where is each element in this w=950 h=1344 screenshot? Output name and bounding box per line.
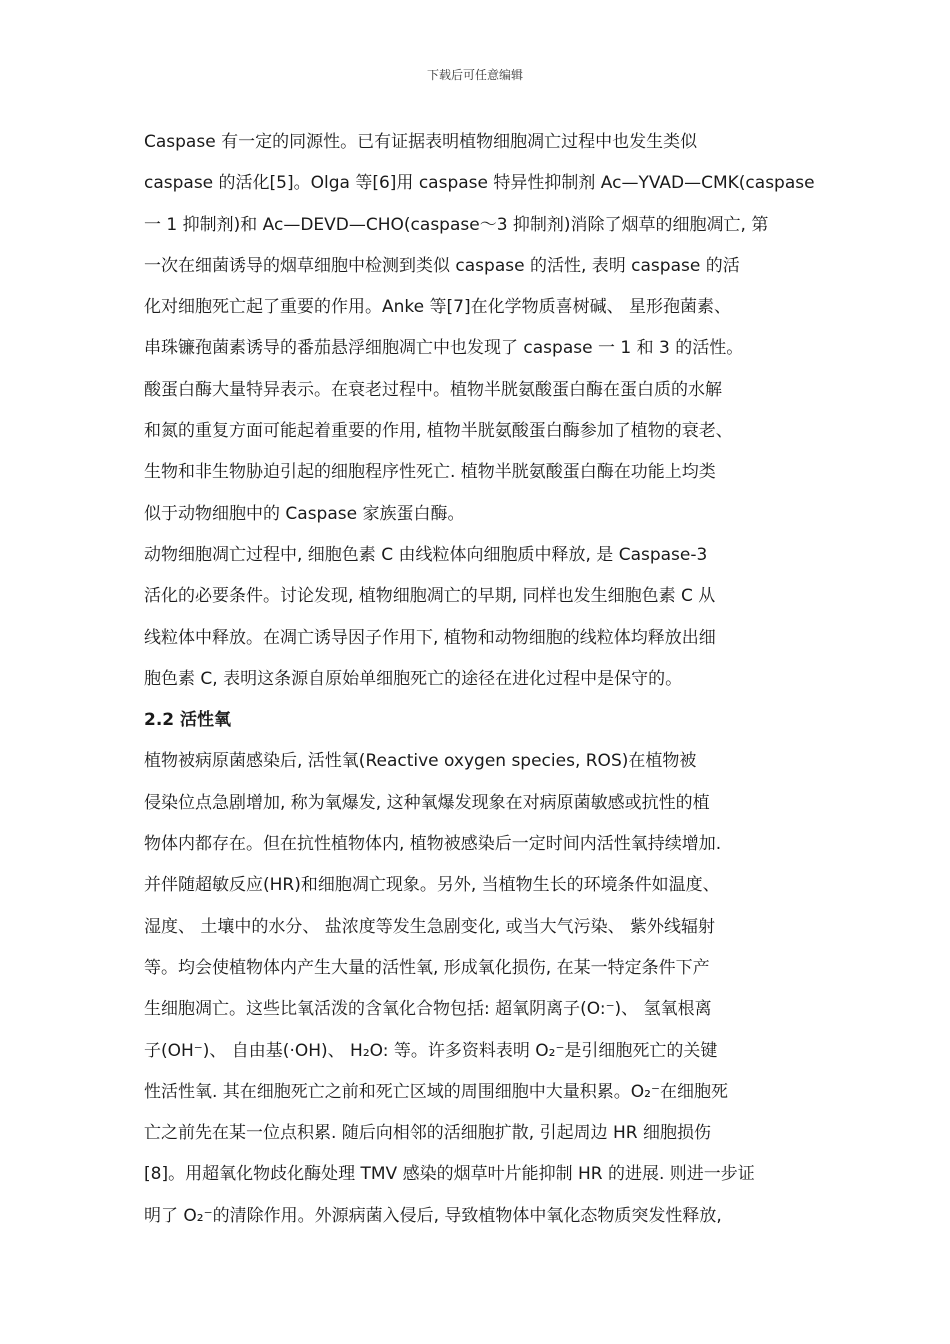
- text-line: [8]。用超氧化物歧化酶处理 TMV 感染的烟草叶片能抑制 HR 的进展. 则进一步证: [144, 1164, 755, 1185]
- text-line: 线粒体中释放。在凋亡诱导因子作用下, 植物和动物细胞的线粒体均释放出细: [144, 627, 716, 648]
- text-line: 一 1 抑制剂)和 Ac—DEVD—CHO(caspase～3 抑制剂)消除了烟草的细胞凋亡, 第: [144, 214, 769, 235]
- text-line: 似于动物细胞中的 Caspase 家族蛋白酶。: [144, 503, 465, 524]
- text-line: 生细胞凋亡。这些比氧活泼的含氧化合物包括: 超氧阴离子(O:⁻)、 氢氧根离: [144, 999, 712, 1020]
- text-line: 串珠镰孢菌素诱导的番茄悬浮细胞凋亡中也发现了 caspase 一 1 和 3 的活性。: [144, 338, 744, 359]
- text-line: 动物细胞凋亡过程中, 细胞色素 C 由线粒体向细胞质中释放, 是 Caspase-3: [144, 544, 708, 565]
- text-line: 性活性氧. 其在细胞死亡之前和死亡区域的周围细胞中大量积累。O₂⁻在细胞死: [144, 1081, 728, 1102]
- text-line: 胞色素 C, 表明这条源自原始单细胞死亡的途径在进化过程中是保守的。: [144, 668, 683, 689]
- text-line: Caspase 有一定的同源性。已有证据表明植物细胞凋亡过程中也发生类似: [144, 132, 698, 152]
- section-heading: 2.2 活性氧: [144, 710, 232, 731]
- text-line: 湿度、 土壤中的水分、 盐浓度等发生急剧变化, 或当大气污染、 紫外线辐射: [144, 916, 716, 937]
- text-line: 等。均会使植物体内产生大量的活性氧, 形成氧化损伤, 在某一特定条件下产: [144, 957, 710, 978]
- text-line: 酸蛋白酶大量特异表示。在衰老过程中。植物半胱氨酸蛋白酶在蛋白质的水解: [144, 379, 722, 400]
- text-line: 和氮的重复方面可能起着重要的作用, 植物半胱氨酸蛋白酶参加了植物的衰老、: [144, 421, 733, 442]
- text-line: caspase 的活化[5]。Olga 等[6]用 caspase 特异性抑制剂 Ac—YVAD—CMK(caspase: [144, 173, 815, 194]
- text-line: 生物和非生物胁迫引起的细胞程序性死亡. 植物半胱氨酸蛋白酶在功能上均类: [144, 462, 716, 483]
- text-line: 明了 O₂⁻的清除作用。外源病菌入侵后, 导致植物体中氧化态物质突发性释放,: [144, 1205, 722, 1226]
- document-body: [144, 122, 824, 1237]
- text-line: 子(OH⁻)、 自由基(·OH)、 H₂O: 等。许多资料表明 O₂⁻是引细胞死亡的关键: [144, 1040, 718, 1061]
- text-line: 活化的必要条件。讨论发现, 植物细胞凋亡的早期, 同样也发生细胞色素 C 从: [144, 586, 716, 607]
- text-line: 侵染位点急剧增加, 称为氧爆发, 这种氧爆发现象在对病原菌敏感或抗性的植: [144, 792, 710, 813]
- text-line: 亡之前先在某一位点积累. 随后向相邻的活细胞扩散, 引起周边 HR 细胞损伤: [144, 1123, 712, 1144]
- text-line: 并伴随超敏反应(HR)和细胞凋亡现象。另外, 当植物生长的环境条件如温度、: [144, 875, 720, 896]
- text-line: 化对细胞死亡起了重要的作用。Anke 等[7]在化学物质喜树碱、 星形孢菌素、: [144, 297, 731, 318]
- text-line: 物体内都存在。但在抗性植物体内, 植物被感染后一定时间内活性氧持续增加.: [144, 834, 722, 855]
- text-line: 植物被病原菌感染后, 活性氧(Reactive oxygen species, ROS)在植物被: [144, 751, 697, 772]
- page-header: 下载后可任意编辑: [426, 68, 523, 82]
- text-line: 一次在细菌诱导的烟草细胞中检测到类似 caspase 的活性, 表明 caspase 的活: [144, 255, 740, 276]
